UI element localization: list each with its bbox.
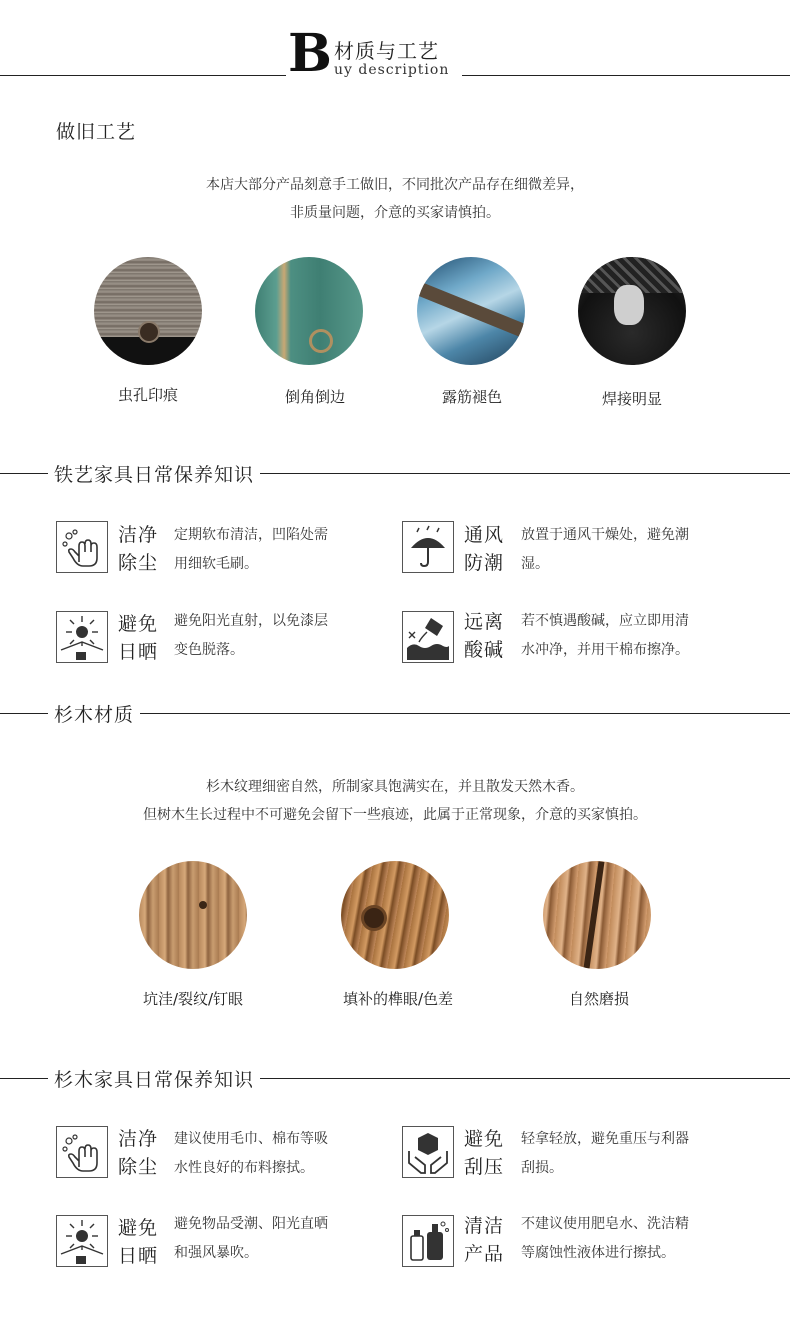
fir-pressure-text: 轻拿轻放，避免重压与利器 刮损。: [521, 1131, 689, 1176]
fir-pressure-icon-box: [402, 1126, 454, 1178]
fir-detergent-text: 不建议使用肥皂水、洗洁精 等腐蚀性液体进行擦拭。: [521, 1216, 689, 1261]
fir-sun-text: 避免物品受潮、阳光直晒 和强风暴吹。: [174, 1216, 328, 1261]
chamfer-photo: [255, 257, 363, 365]
fir-detergent-icon-box: [402, 1215, 454, 1267]
iron-clean-text: 定期软布清洁，凹陷处需 用细软毛刷。: [174, 527, 328, 572]
fir-sun-head: 避免 日晒: [118, 1217, 159, 1267]
header-title: 材质与工艺: [334, 39, 439, 63]
liquid-pour-icon: [403, 612, 453, 662]
iron-sun-icon-box: [56, 611, 108, 663]
iron-sun-text: 避免阳光直射，以免漆层 变色脱落。: [174, 613, 328, 658]
header-subtitle: uy description: [334, 62, 450, 78]
aging-desc-line1: 本店大部分产品刻意手工做旧，不同批次产品存在细微差异，: [206, 177, 584, 193]
hand-clean-icon: [57, 522, 107, 572]
umbrella-icon: [403, 522, 453, 572]
aging-title: 做旧工艺: [50, 117, 142, 144]
fir-detergent-head: 清洁 产品: [464, 1215, 505, 1265]
iron-ventilate-icon-box: [402, 521, 454, 573]
fir-pit-crack-photo: [139, 861, 247, 969]
fir-desc-line2: 但树木生长过程中不可避免会留下一些痕迹，此属于正常现象，介意的买家慎拍。: [143, 807, 647, 823]
fir-clean-text: 建议使用毛巾、棉布等吸 水性良好的布料擦拭。: [174, 1131, 328, 1176]
fir-pressure-head: 避免 刮压: [464, 1128, 505, 1178]
header-big-letter: B: [288, 23, 332, 84]
iron-acid-head: 远离 酸碱: [464, 611, 505, 661]
detergent-bottles-icon: [403, 1216, 453, 1266]
fir-wear-photo: [543, 861, 651, 969]
fir-desc-line1: 杉木纹理细密自然，所制家具饱满实在，并且散发天然木香。: [206, 779, 584, 795]
fir-caption-3: 自然磨损: [568, 990, 629, 1008]
exposed-rebar-photo: [417, 257, 525, 365]
fir-clean-head: 洁净 除尘: [118, 1128, 159, 1178]
iron-acid-icon-box: [402, 611, 454, 663]
iron-sun-head: 避免 日晒: [118, 613, 159, 663]
aging-desc-line2: 非质量问题，介意的买家请慎拍。: [290, 205, 500, 221]
welding-photo: [578, 257, 686, 365]
fir-title: 杉木材质: [48, 700, 140, 727]
fir-sun-icon-box: [56, 1215, 108, 1267]
sun-icon: [57, 1216, 107, 1266]
header-rule-right: [462, 75, 790, 76]
aging-caption-4: 焊接明显: [601, 390, 662, 408]
header-rule-left: [0, 75, 286, 76]
hand-clean-icon: [57, 1127, 107, 1177]
hands-box-icon: [403, 1127, 453, 1177]
iron-clean-head: 洁净 除尘: [118, 524, 159, 574]
fir-clean-icon-box: [56, 1126, 108, 1178]
sun-icon: [57, 612, 107, 662]
iron-ventilate-head: 通风 防潮: [464, 524, 505, 574]
iron-care-title: 铁艺家具日常保养知识: [48, 460, 260, 487]
fir-mortise-photo: [341, 861, 449, 969]
aging-caption-3: 露筋褪色: [441, 388, 502, 406]
iron-acid-text: 若不慎遇酸碱，应立即用清 水冲净，并用干棉布擦净。: [521, 613, 689, 658]
aging-caption-1: 虫孔印痕: [117, 386, 178, 404]
aging-caption-2: 倒角倒边: [284, 388, 345, 406]
iron-clean-icon-box: [56, 521, 108, 573]
fir-care-title: 杉木家具日常保养知识: [48, 1065, 260, 1092]
wormhole-photo: [94, 257, 202, 365]
fir-caption-2: 填补的榫眼/色差: [342, 990, 454, 1008]
fir-caption-1: 坑洼/裂纹/钉眼: [142, 990, 244, 1008]
iron-ventilate-text: 放置于通风干燥处，避免潮 湿。: [521, 527, 689, 572]
